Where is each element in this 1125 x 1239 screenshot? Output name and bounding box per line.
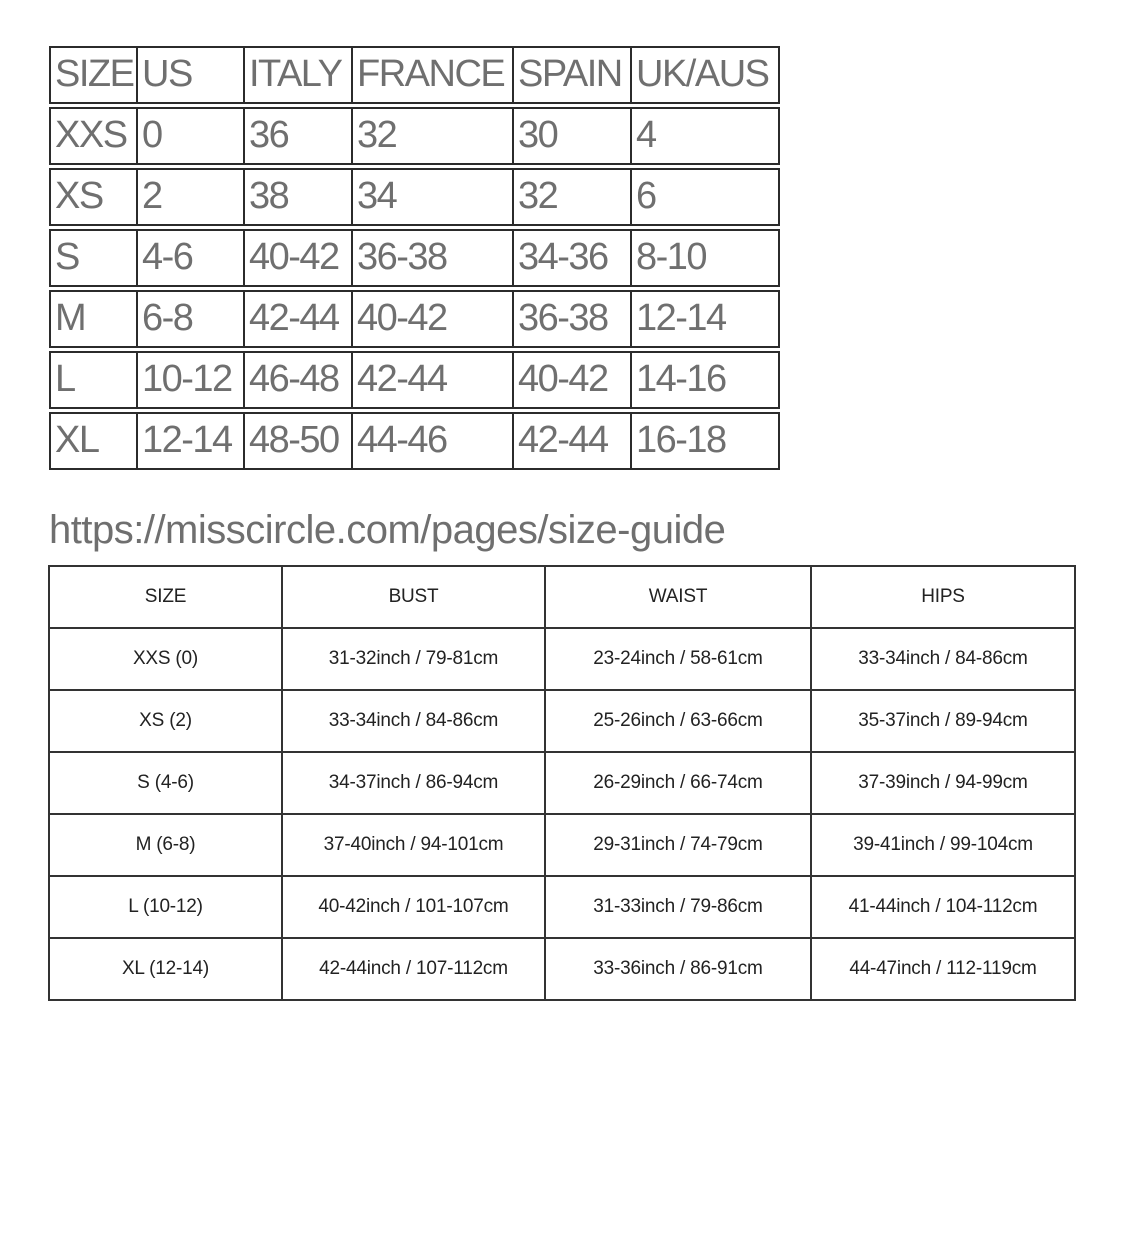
table-cell: 34 xyxy=(352,168,513,226)
table-cell: L (10-12) xyxy=(49,876,282,938)
column-header: ITALY xyxy=(244,46,352,104)
table-cell: XXS (0) xyxy=(49,628,282,690)
table-cell: 31-33inch / 79-86cm xyxy=(545,876,811,938)
table-cell: XS (2) xyxy=(49,690,282,752)
table-cell: 36-38 xyxy=(352,229,513,287)
table-cell: 36 xyxy=(244,107,352,165)
table-cell: 30 xyxy=(513,107,631,165)
table-cell: 33-36inch / 86-91cm xyxy=(545,938,811,1000)
table-cell: 14-16 xyxy=(631,351,780,409)
table-row xyxy=(49,814,1075,876)
table-cell: S (4-6) xyxy=(49,752,282,814)
table-cell: 33-34inch / 84-86cm xyxy=(282,690,545,752)
table-cell: L xyxy=(49,351,137,409)
table-cell: 12-14 xyxy=(631,290,780,348)
table-row xyxy=(49,229,780,287)
table-cell: 34-37inch / 86-94cm xyxy=(282,752,545,814)
body-measurements-table xyxy=(48,565,1076,1001)
table-cell: 16-18 xyxy=(631,412,780,470)
table-cell: 23-24inch / 58-61cm xyxy=(545,628,811,690)
table-cell: M (6-8) xyxy=(49,814,282,876)
table-cell: 6-8 xyxy=(137,290,244,348)
table-row xyxy=(49,752,1075,814)
size-conversion-table-body xyxy=(49,107,780,470)
column-header: US xyxy=(137,46,244,104)
table-row xyxy=(49,351,780,409)
table-cell: 44-47inch / 112-119cm xyxy=(811,938,1075,1000)
table-cell: 32 xyxy=(352,107,513,165)
header-row xyxy=(49,566,1075,628)
table-cell: 8-10 xyxy=(631,229,780,287)
table-cell: 35-37inch / 89-94cm xyxy=(811,690,1075,752)
table-cell: 10-12 xyxy=(137,351,244,409)
table-cell: 42-44inch / 107-112cm xyxy=(282,938,545,1000)
table-cell: S xyxy=(49,229,137,287)
table-cell: 42-44 xyxy=(244,290,352,348)
table-row xyxy=(49,290,780,348)
column-header: SPAIN xyxy=(513,46,631,104)
table-cell: 26-29inch / 66-74cm xyxy=(545,752,811,814)
column-header: HIPS xyxy=(811,566,1075,628)
table-cell: 38 xyxy=(244,168,352,226)
source-url-text: https://misscircle.com/pages/size-guide xyxy=(49,508,726,552)
table-cell: M xyxy=(49,290,137,348)
column-header: WAIST xyxy=(545,566,811,628)
table-cell: 32 xyxy=(513,168,631,226)
table-row xyxy=(49,690,1075,752)
table-cell: 36-38 xyxy=(513,290,631,348)
body-measurements-table-body xyxy=(49,628,1075,1000)
table-cell: 42-44 xyxy=(513,412,631,470)
table-cell: 0 xyxy=(137,107,244,165)
table-cell: XL (12-14) xyxy=(49,938,282,1000)
table-cell: 12-14 xyxy=(137,412,244,470)
table-cell: 44-46 xyxy=(352,412,513,470)
column-header: SIZE xyxy=(49,46,137,104)
table-cell: 2 xyxy=(137,168,244,226)
table-cell: XS xyxy=(49,168,137,226)
table-cell: 4 xyxy=(631,107,780,165)
table-cell: 34-36 xyxy=(513,229,631,287)
table-cell: 40-42 xyxy=(513,351,631,409)
column-header: BUST xyxy=(282,566,545,628)
body-measurements-table-header xyxy=(49,566,1075,628)
table-cell: 37-40inch / 94-101cm xyxy=(282,814,545,876)
column-header: UK/AUS xyxy=(631,46,780,104)
size-conversion-table-header xyxy=(49,46,780,104)
header-row xyxy=(49,46,780,104)
table-cell: 48-50 xyxy=(244,412,352,470)
table-cell: 40-42 xyxy=(244,229,352,287)
table-cell: 39-41inch / 99-104cm xyxy=(811,814,1075,876)
table-row xyxy=(49,938,1075,1000)
column-header: SIZE xyxy=(49,566,282,628)
table-row xyxy=(49,628,1075,690)
table-cell: 40-42 xyxy=(352,290,513,348)
table-cell: 4-6 xyxy=(137,229,244,287)
column-header: FRANCE xyxy=(352,46,513,104)
table-cell: XXS xyxy=(49,107,137,165)
table-cell: 33-34inch / 84-86cm xyxy=(811,628,1075,690)
table-cell: 37-39inch / 94-99cm xyxy=(811,752,1075,814)
table-row xyxy=(49,168,780,226)
table-cell: 25-26inch / 63-66cm xyxy=(545,690,811,752)
table-row xyxy=(49,107,780,165)
table-cell: 42-44 xyxy=(352,351,513,409)
table-row xyxy=(49,876,1075,938)
size-conversion-table xyxy=(49,43,780,473)
table-cell: 41-44inch / 104-112cm xyxy=(811,876,1075,938)
table-cell: 29-31inch / 74-79cm xyxy=(545,814,811,876)
table-cell: XL xyxy=(49,412,137,470)
table-cell: 46-48 xyxy=(244,351,352,409)
table-cell: 40-42inch / 101-107cm xyxy=(282,876,545,938)
table-cell: 31-32inch / 79-81cm xyxy=(282,628,545,690)
table-cell: 6 xyxy=(631,168,780,226)
table-row xyxy=(49,412,780,470)
